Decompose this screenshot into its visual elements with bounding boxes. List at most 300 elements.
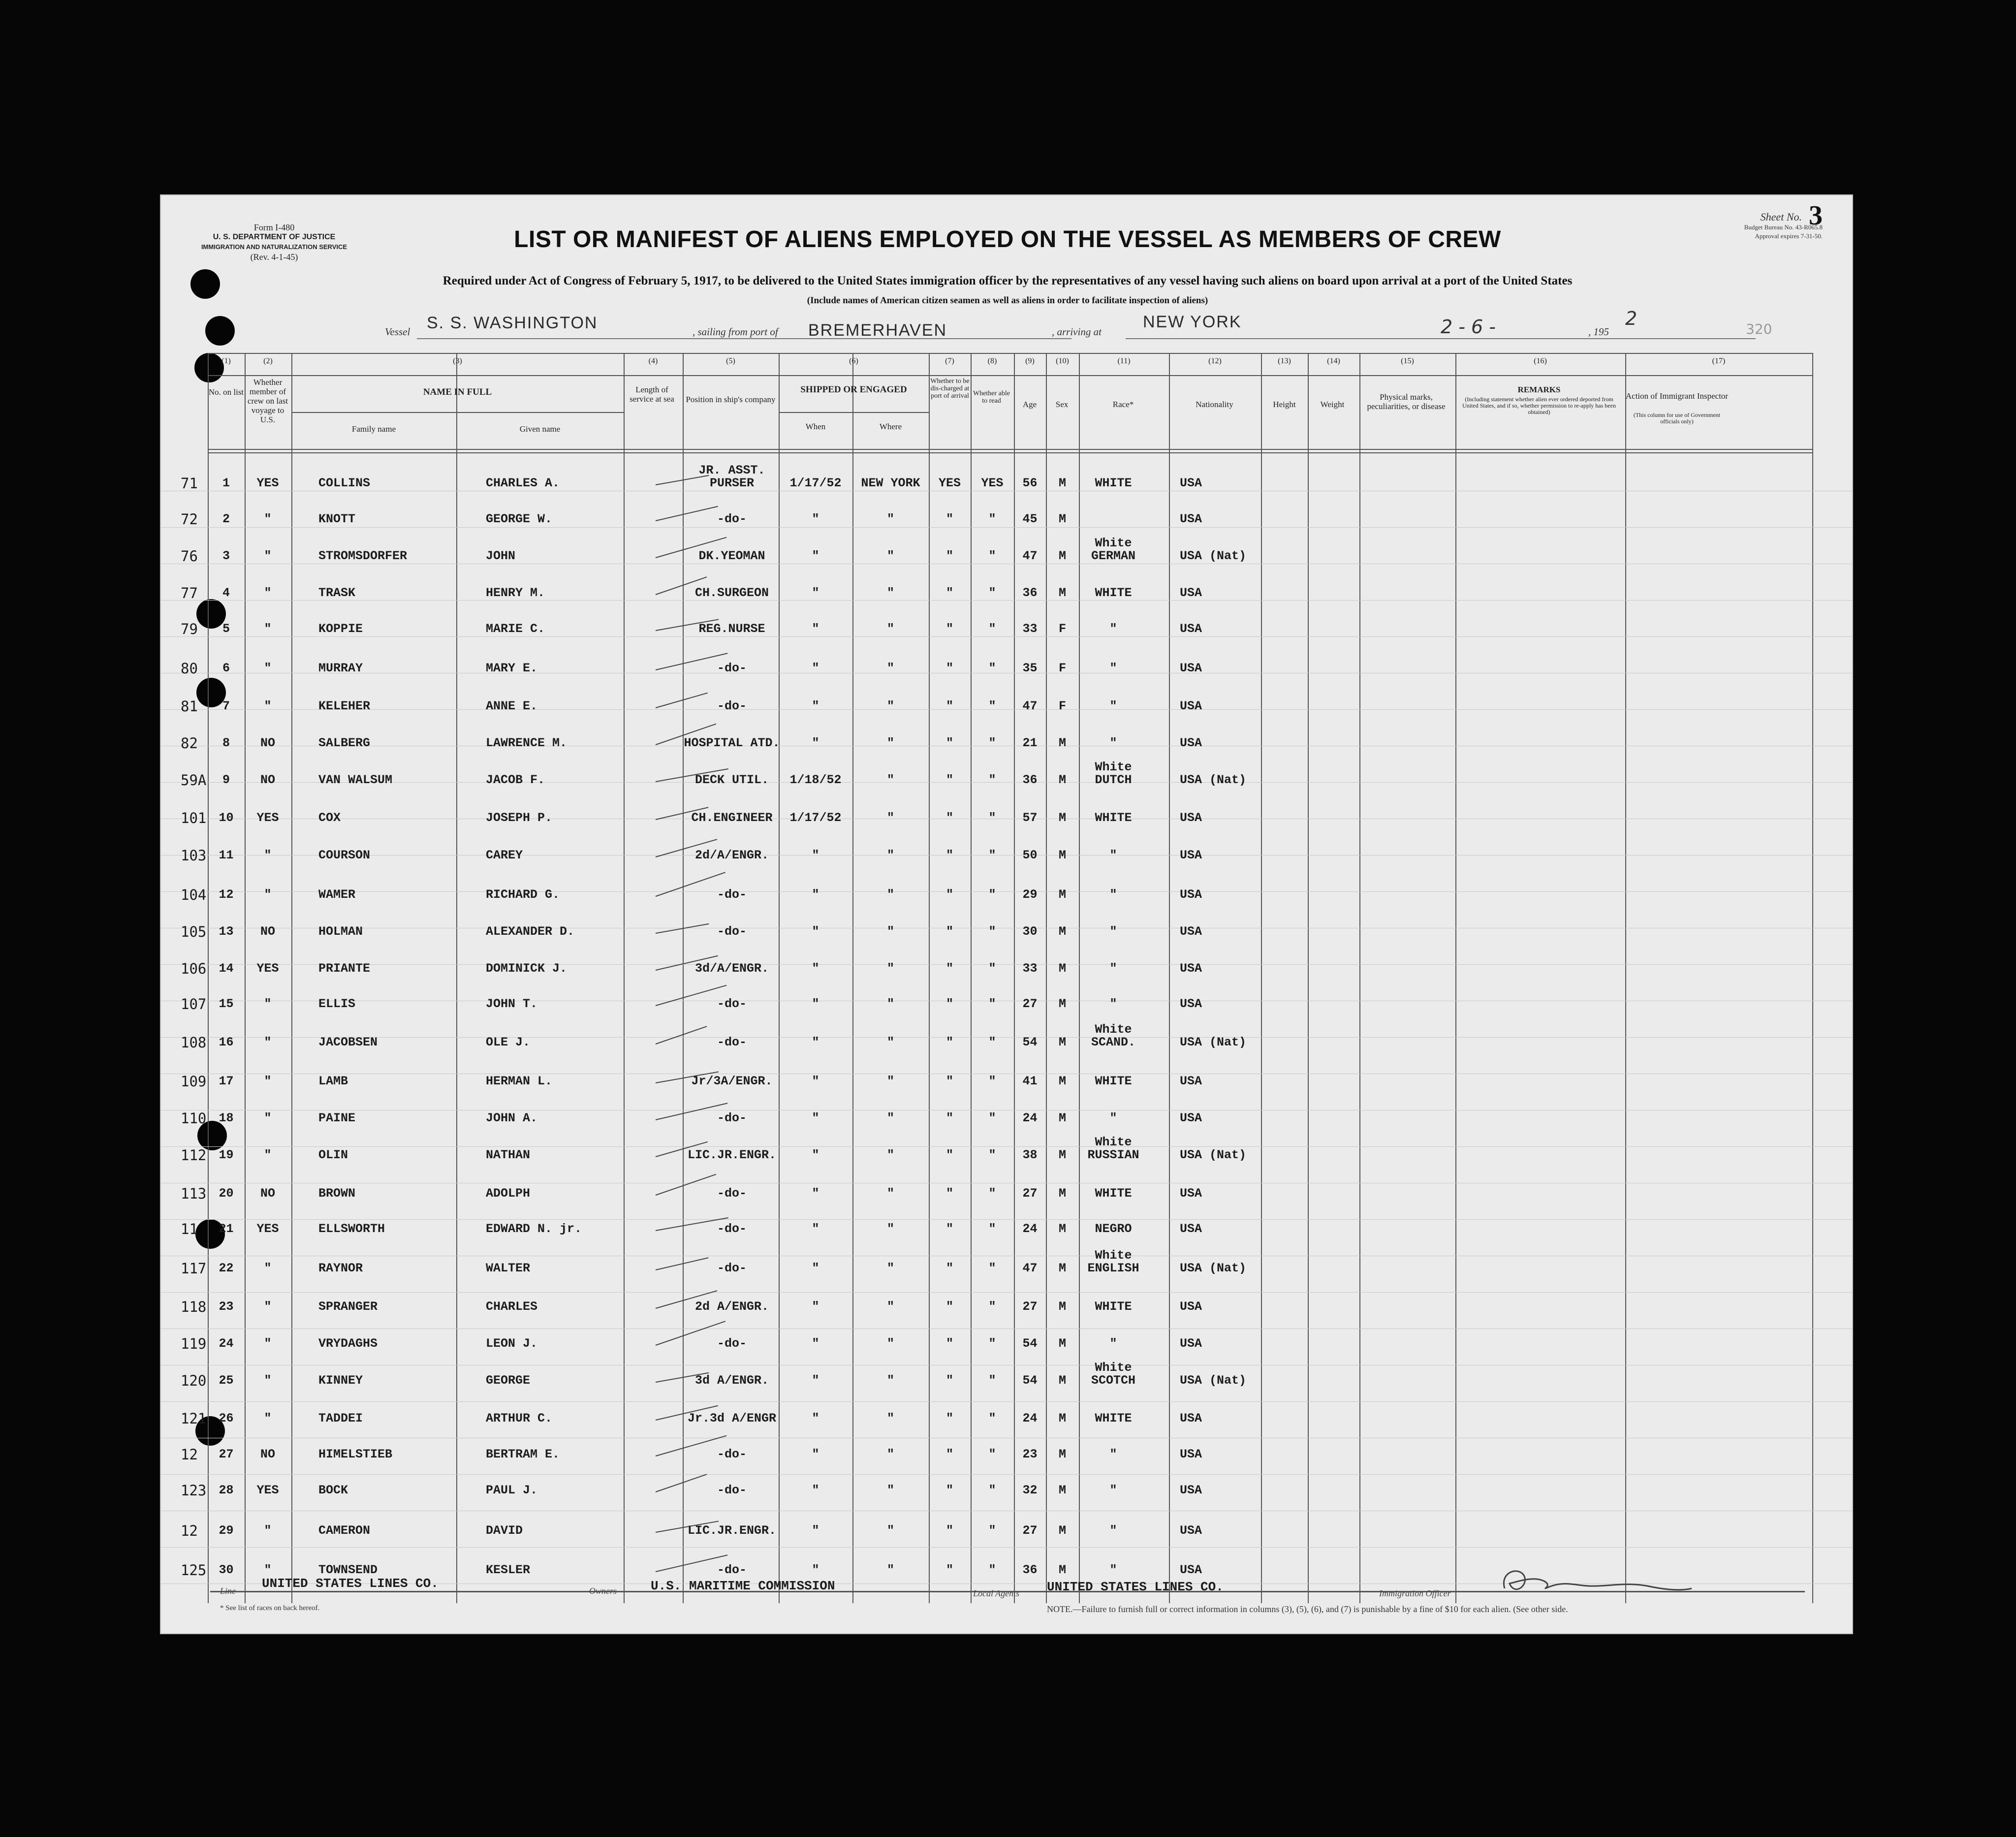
- position: -do-: [717, 924, 747, 939]
- given-name: ANNE E.: [486, 699, 538, 713]
- age: 30: [1022, 924, 1038, 939]
- subtitle: Required under Act of Congress of February 5, 1917, to be delivered to the United States immigration officer by the representatives of any vessel having such aliens on board upon arrival at a port of the United States: [442, 274, 1573, 287]
- crew-last-voyage: NO: [260, 1447, 275, 1461]
- able-to-read: ": [988, 887, 996, 902]
- shipped-where: ": [886, 1299, 894, 1314]
- margin-number: 119: [181, 1335, 207, 1352]
- race: WHITE: [1095, 1299, 1132, 1314]
- discharged: ": [945, 1563, 953, 1577]
- nationality: USA: [1180, 1186, 1202, 1201]
- shipped-when: ": [812, 1336, 819, 1351]
- shipped-when: ": [812, 848, 819, 862]
- list-number: 15: [219, 997, 234, 1011]
- discharged: ": [945, 1074, 953, 1088]
- family-name: COLLINS: [318, 476, 371, 490]
- age: 45: [1022, 512, 1038, 526]
- nationality: USA: [1180, 811, 1202, 825]
- race: ": [1109, 622, 1117, 636]
- shipped-when: ": [812, 1111, 819, 1125]
- given-name: KESLER: [486, 1563, 531, 1577]
- shipped-when: ": [812, 1523, 819, 1538]
- shipped-where: ": [886, 1035, 894, 1049]
- age: 41: [1022, 1074, 1038, 1088]
- page-title: LIST OR MANIFEST OF ALIENS EMPLOYED ON THE VESSEL AS MEMBERS OF CREW: [514, 226, 1501, 253]
- shipped-when: ": [812, 699, 819, 713]
- shipped-when: ": [812, 997, 819, 1011]
- age: 24: [1022, 1111, 1038, 1125]
- nationality: USA (Nat): [1180, 1148, 1247, 1162]
- column-number: (16): [1534, 357, 1547, 365]
- position: -do-: [717, 1035, 747, 1049]
- shipped-when: ": [812, 1186, 819, 1201]
- crew-last-voyage: ": [264, 1035, 272, 1049]
- margin-number: 59A: [181, 772, 207, 789]
- form-number: Form I-480: [253, 222, 295, 232]
- table-rule: [208, 452, 1812, 453]
- sex: M: [1058, 586, 1066, 600]
- able-to-read: ": [988, 924, 996, 939]
- column-number: (8): [987, 357, 997, 365]
- shipped-where: ": [886, 736, 894, 750]
- shipped-where: ": [886, 586, 894, 600]
- header-position: Position in ship's company: [686, 395, 776, 404]
- shipped-where: ": [886, 1563, 894, 1577]
- shipped-when: ": [812, 1222, 819, 1236]
- able-to-read: ": [988, 512, 996, 526]
- table-rule: [208, 375, 1812, 376]
- position: Jr.3d A/ENGR: [687, 1411, 777, 1425]
- nationality: USA: [1180, 1563, 1202, 1577]
- column-divider: [1455, 353, 1456, 1603]
- table-rule: [779, 412, 929, 413]
- age: 24: [1022, 1411, 1038, 1425]
- nationality: USA: [1180, 1523, 1202, 1538]
- list-number: 4: [222, 586, 230, 600]
- race: WHITE: [1095, 586, 1132, 600]
- position: CH.ENGINEER: [691, 811, 773, 825]
- given-name: CAREY: [486, 848, 523, 862]
- able-to-read: ": [988, 1523, 996, 1538]
- ruled-line: [161, 1146, 1853, 1147]
- list-number: 11: [219, 848, 234, 862]
- nationality: USA: [1180, 997, 1202, 1011]
- list-number: 6: [222, 661, 230, 675]
- crew-last-voyage: ": [264, 1523, 272, 1538]
- family-name: TRASK: [318, 586, 356, 600]
- able-to-read: ": [988, 736, 996, 750]
- header-where: Where: [879, 422, 902, 431]
- form-service: IMMIGRATION AND NATURALIZATION SERVICE: [201, 243, 347, 251]
- list-number: 19: [219, 1148, 234, 1162]
- sex: M: [1058, 476, 1066, 490]
- sex: M: [1058, 1563, 1066, 1577]
- discharged: ": [945, 512, 953, 526]
- race-line-2: ENGLISH: [1087, 1261, 1139, 1275]
- sex: M: [1058, 848, 1066, 862]
- family-name: VRYDAGHS: [318, 1336, 378, 1351]
- discharged: ": [945, 736, 953, 750]
- list-number: 1: [222, 476, 230, 490]
- footer-officer-label: Immigration Officer: [1379, 1588, 1451, 1598]
- position: LIC.JR.ENGR.: [687, 1148, 777, 1162]
- margin-number: 12: [181, 1522, 198, 1539]
- ruled-line: [161, 1219, 1853, 1220]
- age: 54: [1022, 1035, 1038, 1049]
- position: Jr/3A/ENGR.: [691, 1074, 773, 1088]
- shipped-when: ": [812, 961, 819, 976]
- race: ": [1109, 1563, 1117, 1577]
- shipped-when: ": [812, 924, 819, 939]
- able-to-read: ": [988, 1148, 996, 1162]
- sailing-label: , sailing from port of: [693, 326, 778, 338]
- position: DECK UTIL.: [694, 773, 769, 787]
- shipped-where: ": [886, 1336, 894, 1351]
- sex: F: [1058, 661, 1066, 675]
- family-name: PRIANTE: [318, 961, 371, 976]
- margin-number: 77: [181, 585, 198, 602]
- able-to-read: ": [988, 1483, 996, 1497]
- family-name: RAYNOR: [318, 1261, 363, 1275]
- shipped-where: ": [886, 661, 894, 675]
- margin-number: 123: [181, 1482, 207, 1499]
- given-name: HENRY M.: [486, 586, 545, 600]
- shipped-where: ": [886, 1148, 894, 1162]
- sex: M: [1058, 1373, 1066, 1388]
- sex: M: [1058, 736, 1066, 750]
- crew-last-voyage: ": [264, 1373, 272, 1388]
- list-number: 24: [219, 1336, 234, 1351]
- list-number: 3: [222, 549, 230, 563]
- nationality: USA: [1180, 961, 1202, 976]
- able-to-read: ": [988, 1074, 996, 1088]
- given-name: DAVID: [486, 1523, 523, 1538]
- nationality: USA (Nat): [1180, 773, 1247, 787]
- header-no-on-list: No. on list: [208, 387, 244, 397]
- race: ": [1109, 1336, 1117, 1351]
- officer-signature: [1490, 1561, 1697, 1601]
- list-number: 30: [219, 1563, 234, 1577]
- list-number: 29: [219, 1523, 234, 1538]
- nationality: USA (Nat): [1180, 1035, 1247, 1049]
- race: ": [1109, 1447, 1117, 1461]
- ruled-line: [161, 1547, 1853, 1548]
- shipped-where: ": [886, 848, 894, 862]
- ruled-line: [161, 527, 1853, 528]
- column-number: (6): [849, 357, 858, 365]
- able-to-read: ": [988, 549, 996, 563]
- family-name: HOLMAN: [318, 924, 363, 939]
- given-name: PAUL J.: [486, 1483, 538, 1497]
- position: -do-: [717, 699, 747, 713]
- crew-last-voyage: ": [264, 1261, 272, 1275]
- able-to-read: ": [988, 1373, 996, 1388]
- crew-last-voyage: ": [264, 1336, 272, 1351]
- shipped-where: ": [886, 773, 894, 787]
- nationality: USA: [1180, 1222, 1202, 1236]
- nationality: USA: [1180, 887, 1202, 902]
- given-name: MARY E.: [486, 661, 538, 675]
- given-name: JOHN A.: [486, 1111, 538, 1125]
- table-rule: [208, 353, 1812, 354]
- year-suffix: 2: [1625, 308, 1638, 329]
- column-number: (1): [221, 357, 231, 365]
- shipped-where: ": [886, 1261, 894, 1275]
- crew-last-voyage: ": [264, 622, 272, 636]
- header-name-in-full: NAME IN FULL: [423, 387, 492, 397]
- nationality: USA: [1180, 1411, 1202, 1425]
- crew-last-voyage: NO: [260, 773, 275, 787]
- margin-number: 125: [181, 1562, 207, 1579]
- shipped-where: ": [886, 1373, 894, 1388]
- position: 2d/A/ENGR.: [694, 848, 769, 862]
- race: White: [1095, 536, 1132, 550]
- family-name: COURSON: [318, 848, 371, 862]
- shipped-where: ": [886, 622, 894, 636]
- footer-agents: UNITED STATES LINES CO.: [1047, 1580, 1224, 1594]
- column-divider: [1308, 353, 1309, 1603]
- shipped-when: ": [812, 1483, 819, 1497]
- position: -do-: [717, 887, 747, 902]
- margin-number: 106: [181, 960, 207, 977]
- family-name: LAMB: [318, 1074, 348, 1088]
- header-crew-last-voyage: Whether member of crew on last voyage to U.S.: [247, 378, 288, 424]
- discharged: ": [945, 1222, 953, 1236]
- shipped-when: ": [812, 1563, 819, 1577]
- crew-last-voyage: ": [264, 699, 272, 713]
- shipped-where: ": [886, 997, 894, 1011]
- discharged: ": [945, 699, 953, 713]
- age: 32: [1022, 1483, 1038, 1497]
- race: WHITE: [1095, 811, 1132, 825]
- nationality: USA: [1180, 1447, 1202, 1461]
- nationality: USA: [1180, 476, 1202, 490]
- able-to-read: ": [988, 1336, 996, 1351]
- header-shipped: SHIPPED OR ENGAGED: [800, 384, 907, 395]
- position: 3d A/ENGR.: [694, 1373, 769, 1388]
- age: 56: [1022, 476, 1038, 490]
- sheet-number: 3: [1809, 200, 1823, 231]
- able-to-read: ": [988, 848, 996, 862]
- budget-bureau: Budget Bureau No. 43-R065.8: [1744, 223, 1823, 231]
- shipped-where: ": [886, 887, 894, 902]
- list-number: 9: [222, 773, 230, 787]
- shipped-where: ": [886, 1483, 894, 1497]
- family-name: BOCK: [318, 1483, 348, 1497]
- shipped-where: ": [886, 924, 894, 939]
- race: White: [1095, 1022, 1132, 1037]
- arriving-label: , arriving at: [1052, 326, 1102, 338]
- sex: M: [1058, 1148, 1066, 1162]
- sex: M: [1058, 1447, 1066, 1461]
- crew-last-voyage: ": [264, 661, 272, 675]
- column-divider: [1169, 353, 1170, 1603]
- list-number: 23: [219, 1299, 234, 1314]
- nationality: USA: [1180, 1299, 1202, 1314]
- age: 47: [1022, 699, 1038, 713]
- crew-last-voyage: ": [264, 1074, 272, 1088]
- shipped-when: ": [812, 1373, 819, 1388]
- year-prefix: , 195: [1588, 326, 1609, 338]
- shipped-when: 1/17/52: [789, 811, 842, 825]
- discharged: ": [945, 1111, 953, 1125]
- discharged: ": [945, 848, 953, 862]
- position: -do-: [717, 1222, 747, 1236]
- header-remarks: REMARKS: [1517, 385, 1561, 394]
- position: REG.NURSE: [698, 622, 765, 636]
- discharged: ": [945, 1411, 953, 1425]
- given-name: CHARLES A.: [486, 476, 560, 490]
- header-given-name: Given name: [519, 424, 561, 434]
- position: -do-: [717, 1336, 747, 1351]
- discharged: ": [945, 1336, 953, 1351]
- shipped-where: ": [886, 1186, 894, 1201]
- family-name: HIMELSTIEB: [318, 1447, 393, 1461]
- position: LIC.JR.ENGR.: [687, 1523, 777, 1538]
- column-number: (12): [1208, 357, 1222, 365]
- footer-note: NOTE.—Failure to furnish full or correct information in columns (3), (5), (6), and (7) is punishable by a fine of $10 for each alien. (See other side.: [1047, 1604, 1568, 1614]
- given-name: JOSEPH P.: [486, 811, 553, 825]
- shipped-where: ": [886, 699, 894, 713]
- discharged: ": [945, 1523, 953, 1538]
- list-number: 16: [219, 1035, 234, 1049]
- given-name: DOMINICK J.: [486, 961, 567, 976]
- column-divider: [456, 353, 457, 1603]
- footer-owners: U.S. MARITIME COMMISSION: [651, 1579, 835, 1593]
- age: 23: [1022, 1447, 1038, 1461]
- crew-last-voyage: NO: [260, 924, 275, 939]
- discharged: ": [945, 1373, 953, 1388]
- given-name: BERTRAM E.: [486, 1447, 560, 1461]
- vessel-label: Vessel: [385, 326, 410, 338]
- family-name: STROMSDORFER: [318, 549, 408, 563]
- crew-last-voyage: ": [264, 887, 272, 902]
- ruled-line: [161, 1292, 1853, 1293]
- shipped-when: ": [812, 512, 819, 526]
- arrival-date: 2 - 6 -: [1441, 316, 1496, 338]
- shipped-where: ": [886, 1222, 894, 1236]
- column-number: (3): [453, 357, 462, 365]
- nationality: USA: [1180, 586, 1202, 600]
- list-number: 22: [219, 1261, 234, 1275]
- given-name: JOHN T.: [486, 997, 538, 1011]
- header-action-note: (This column for use of Government officials only): [1633, 412, 1721, 425]
- column-divider: [624, 353, 625, 1603]
- discharged: ": [945, 586, 953, 600]
- column-number: (11): [1117, 357, 1131, 365]
- race: ": [1109, 699, 1117, 713]
- footer-line-label: Line: [220, 1586, 236, 1596]
- column-number: (15): [1401, 357, 1414, 365]
- family-name: KOPPIE: [318, 622, 363, 636]
- column-divider: [291, 353, 292, 1603]
- crew-last-voyage: NO: [260, 1186, 275, 1201]
- race: NEGRO: [1095, 1222, 1132, 1236]
- able-to-read: ": [988, 1186, 996, 1201]
- able-to-read: ": [988, 1447, 996, 1461]
- ruled-line: [161, 600, 1853, 601]
- sex: F: [1058, 622, 1066, 636]
- position: -do-: [717, 997, 747, 1011]
- able-to-read: ": [988, 661, 996, 675]
- header-action: Action of Immigrant Inspector: [1625, 391, 1729, 401]
- sex: M: [1058, 1074, 1066, 1088]
- race: White: [1095, 1361, 1132, 1375]
- crew-last-voyage: YES: [256, 1222, 279, 1236]
- race: WHITE: [1095, 1074, 1132, 1088]
- sex: M: [1058, 1483, 1066, 1497]
- sex: M: [1058, 549, 1066, 563]
- sex: M: [1058, 1411, 1066, 1425]
- age: 36: [1022, 1563, 1038, 1577]
- column-number: (13): [1278, 357, 1291, 365]
- able-to-read: ": [988, 622, 996, 636]
- margin-number: 121: [181, 1410, 207, 1427]
- crew-last-voyage: YES: [256, 961, 279, 976]
- given-name: LEON J.: [486, 1336, 538, 1351]
- list-number: 13: [219, 924, 234, 939]
- discharged: ": [945, 961, 953, 976]
- race: White: [1095, 1248, 1132, 1263]
- shipped-when: ": [812, 1074, 819, 1088]
- race: WHITE: [1095, 476, 1132, 490]
- age: 54: [1022, 1336, 1038, 1351]
- position: HOSPITAL ATD.: [684, 736, 780, 750]
- nationality: USA: [1180, 736, 1202, 750]
- ruled-line: [161, 636, 1853, 637]
- shipped-where: ": [886, 1447, 894, 1461]
- position: -do-: [717, 1483, 747, 1497]
- race: WHITE: [1095, 1186, 1132, 1201]
- shipped-where: ": [886, 961, 894, 976]
- column-divider: [1359, 353, 1360, 1603]
- sex: M: [1058, 1222, 1066, 1236]
- given-name: JOHN: [486, 549, 516, 563]
- port-to: NEW YORK: [1143, 313, 1242, 331]
- margin-number: 101: [181, 810, 207, 826]
- given-name: GEORGE: [486, 1373, 531, 1388]
- age: 21: [1022, 736, 1038, 750]
- position: 2d A/ENGR.: [694, 1299, 769, 1314]
- given-name: ADOLPH: [486, 1186, 531, 1201]
- nationality: USA: [1180, 699, 1202, 713]
- margin-number: 110: [181, 1110, 207, 1127]
- position: -do-: [717, 1563, 747, 1577]
- shipped-where: ": [886, 549, 894, 563]
- family-name: COX: [318, 811, 341, 825]
- age: 47: [1022, 1261, 1038, 1275]
- list-number: 26: [219, 1411, 234, 1425]
- nationality: USA: [1180, 848, 1202, 862]
- age: 57: [1022, 811, 1038, 825]
- table-rule: [208, 449, 1812, 450]
- able-to-read: ": [988, 811, 996, 825]
- shipped-where: ": [886, 1523, 894, 1538]
- margin-number: 112: [181, 1147, 207, 1164]
- family-name: TOWNSEND: [318, 1563, 378, 1577]
- nationality: USA: [1180, 622, 1202, 636]
- race: ": [1109, 1483, 1117, 1497]
- shipped-where: NEW YORK: [861, 476, 920, 490]
- sex: M: [1058, 997, 1066, 1011]
- sex: M: [1058, 1299, 1066, 1314]
- sheet-number-box: [1690, 200, 1823, 241]
- header-sex: Sex: [1055, 400, 1069, 409]
- sex: M: [1058, 773, 1066, 787]
- age: 54: [1022, 1373, 1038, 1388]
- given-name: EDWARD N. jr.: [486, 1222, 582, 1236]
- nationality: USA: [1180, 512, 1202, 526]
- header-weight: Weight: [1320, 400, 1345, 409]
